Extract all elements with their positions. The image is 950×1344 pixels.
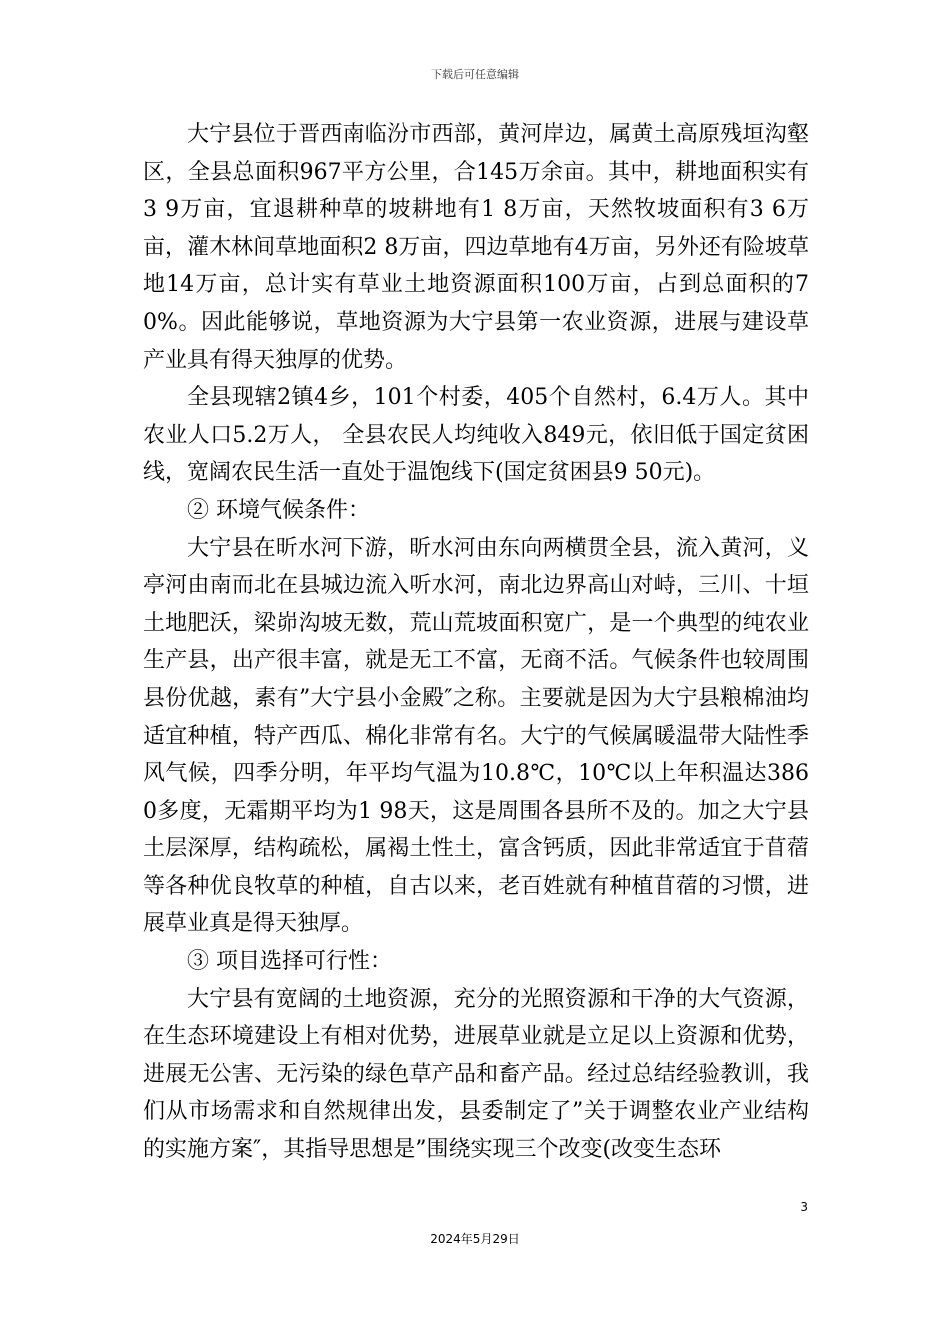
paragraph-feasibility: 大宁县有宽阔的土地资源，充分的光照资源和干净的大气资源，在生态环境建设上有相对优势，进展草业就是立足以上资源和优势，进展无公害、无污染的绿色草产品和畜产品。经过总结经验教训，我们从市场需求和自然规律出发，县委制定了”关于调整农业产业结构的实施方案″，其指导思想是”围绕实现三个改变(改变生态环 [143, 986, 809, 1163]
page-header: 下载后可任意编辑 [431, 68, 519, 81]
paragraph-climate: 大宁县在昕水河下游，昕水河由东向两横贯全县，流入黄河，义亭河由南而北在县城边流入听水河，南北边界高山对峙，三川、十垣土地肥沃，梁峁沟坡无数，荒山荒坡面积宽广，是一个典型的纯农业生产县，出产很丰富，就是无工不富，无商不活。气候条件也较周围县份优越，素有”大宁县小金殿″之称。主要就是因为大宁县粮棉油均适宜种植，特产西瓜、棉化非常有名。大宁的气候属暖温带大陆性季风气候，四季分明，年平均气温为10.8℃，10℃以上年积温达3860多度，无霜期平均为1 98天，这是周围各县所不及的。加之大宁县土层深厚，结构疏松，属褐土性土，富含钙质，因此非常适宜于苜蓿等各种优良牧草的种植，自古以来，老百姓就有种植苜蓿的习惯，进展草业真是得天独厚。 [143, 535, 809, 937]
body-text [143, 116, 809, 1169]
paragraph-population: 全县现辖2镇4乡，101个村委，405个自然村，6.4万人。其中农业人口5.2万人， 全县农民人均纯收入849元，依旧低于国定贫困线，宽阔农民生活一直处于温饱线下(国定贫困县9 50元)。 [143, 385, 809, 486]
page-footer-date: 2024年5月29日 [430, 1232, 520, 1246]
page-number: 3 [800, 1200, 808, 1214]
section-heading-climate: ② 环境气候条件： [187, 497, 370, 523]
paragraph-location-area: 大宁县位于晋西南临汾市西部，黄河岸边，属黄土高原残垣沟壑区，全县总面积967平方公里，合145万余亩。其中，耕地面积实有3 9万亩，宜退耕种草的坡耕地有1 8万亩，天然牧坡面积有3 6万亩，灌木林间草地面积2 8万亩，四边草地有4万亩，另外还有险坡草地14万亩，总计实有草业土地资源面积100万亩，占到总面积的70%。因此能够说，草地资源为大宁县第一农业资源，进展与建设草产业具有得天独厚的优势。 [143, 122, 809, 373]
section-heading-feasibility: ③ 项目选择可行性： [187, 949, 392, 975]
